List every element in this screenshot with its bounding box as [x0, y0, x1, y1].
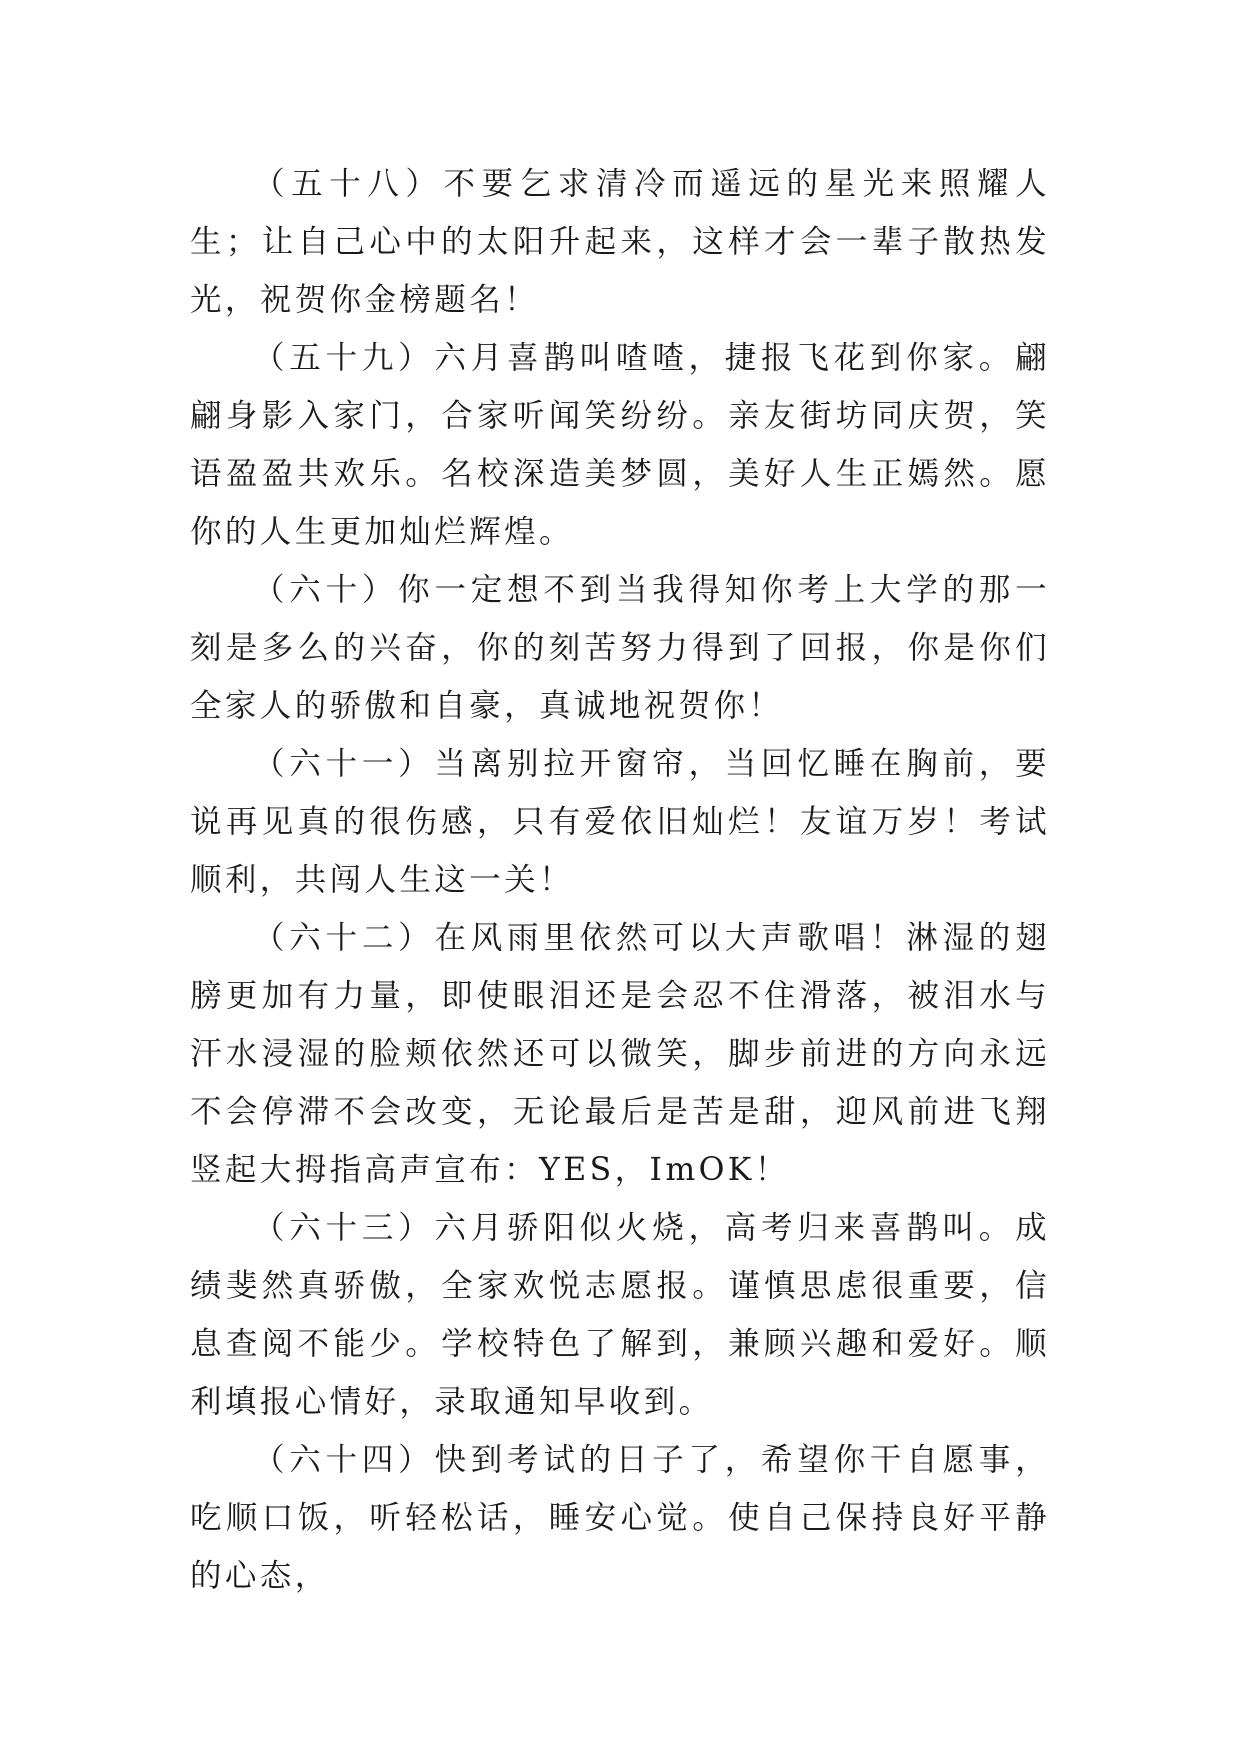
paragraph-60: （六十）你一定想不到当我得知你考上大学的那一刻是多么的兴奋，你的刻苦努力得到了回报，你是你们全家人的骄傲和自豪，真诚地祝贺你！ [190, 572, 1050, 724]
paragraph-58: （五十八）不要乞求清冷而遥远的星光来照耀人生；让自己心中的太阳升起来，这样才会一辈子散热发光，祝贺你金榜题名！ [190, 166, 1050, 318]
document-body [190, 155, 1050, 1605]
paragraph-64: （六十四）快到考试的日子了，希望你干自愿事，吃顺口饭，听轻松话，睡安心觉。使自己保持良好平静的心态， [190, 1442, 1050, 1594]
paragraph-61: （六十一）当离别拉开窗帘，当回忆睡在胸前，要说再见真的很伤感，只有爱依旧灿烂！友谊万岁！考试顺利，共闯人生这一关！ [190, 746, 1050, 898]
paragraph-63: （六十三）六月骄阳似火烧，高考归来喜鹊叫。成绩斐然真骄傲，全家欢悦志愿报。谨慎思虑很重要，信息查阅不能少。学校特色了解到，兼顾兴趣和爱好。顺利填报心情好，录取通知早收到。 [190, 1210, 1050, 1420]
paragraph-59: （五十九）六月喜鹊叫喳喳，捷报飞花到你家。翩翩身影入家门，合家听闻笑纷纷。亲友街坊同庆贺，笑语盈盈共欢乐。名校深造美梦圆，美好人生正嫣然。愿你的人生更加灿烂辉煌。 [190, 340, 1050, 550]
paragraph-62: （六十二）在风雨里依然可以大声歌唱！淋湿的翅膀更加有力量，即使眼泪还是会忍不住滑落，被泪水与汗水浸湿的脸颊依然还可以微笑，脚步前进的方向永远不会停滞不会改变，无论最后是苦是甜，迎风前进飞翔竖起大拇指高声宣布：YES，ImOK！ [190, 920, 1050, 1188]
